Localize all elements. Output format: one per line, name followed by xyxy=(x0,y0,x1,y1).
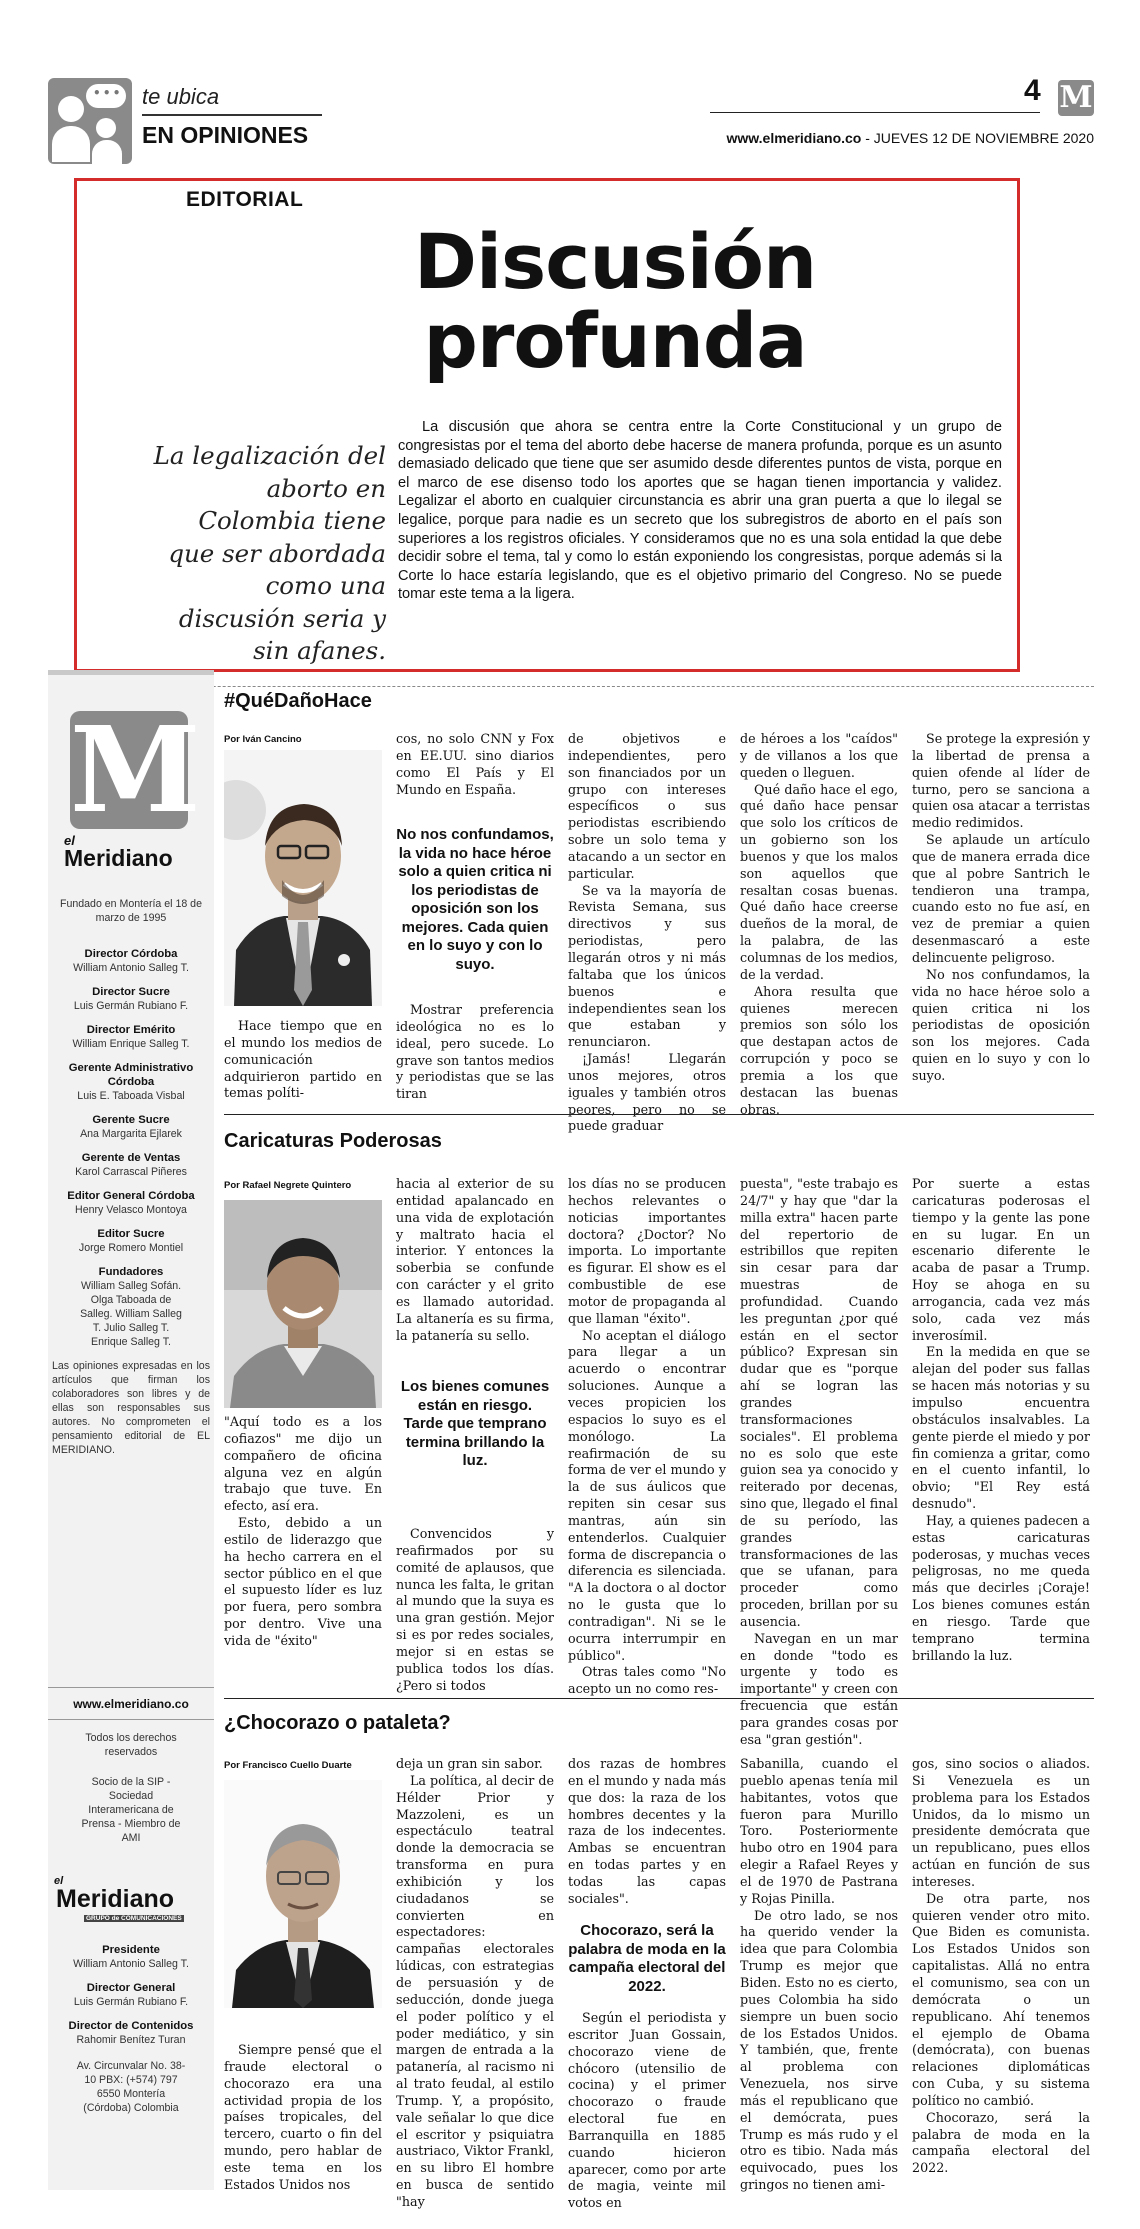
paragraph: Convencidos y reafirmados por su comité de aplausos, que nunca les falta, le gritan al mundo que la suya es una gran gestión. Mejor si es por redes sociales, mejor si en estas se publica todos los días. ¿Pero si todos xyxy=(396,1526,554,1693)
paragraph: Sabanilla, cuando el pueblo apenas tenía mil habitantes, votos que fueron para Murillo Toro. Posteriormente hubo otro en 1904 para elegir a Rafael Reyes y el de 1970 de Pastrana y Rojas Pinilla. xyxy=(740,1756,898,1906)
article2-col2a xyxy=(396,1176,554,1344)
site-url[interactable]: www.elmeridiano.co xyxy=(726,130,862,146)
paragraph: En la medida en que se alejan del poder sus fallas se hacen más notorias y su impulso encuentra obstáculos insalvables. La gente pierde el miedo y por fin comienza a gritar, como en el cuento infantil, lo obvio; "El Rey está desnudo". xyxy=(912,1344,1090,1512)
site-and-date xyxy=(690,130,1094,146)
staff-role: Director Emérito xyxy=(86,1024,176,1036)
staff-name: Jorge Romero Montiel xyxy=(78,1242,184,1254)
article2-col2b xyxy=(396,1526,554,1694)
staff-role: Gerente de Ventas xyxy=(81,1152,181,1164)
paragraph: No aceptan el diálogo para llegar a un acuerdo o encontrar soluciones. Aunque a veces propicien los espacios lo suyo es el monólogo. La reafirmación de su forma de ver el mundo y la de sus áulicos que repiten sin cesar sus mantras, aún sin entenderlos. Cualquier forma de discrepancia o diferencia es silenciada. "A la doctora o al doctor no le gusta que lo contradigan". Ni se le ocurra interrumpir en público". xyxy=(568,1327,726,1663)
paragraph: Esto, debido a un estilo de liderazgo que ha hecho carrera en el sector público en el que el supuesto líder es luz por fuera, pero sombra por dentro. Vive una vida de "éxito" xyxy=(224,1515,382,1648)
article3-pullquote: Chocorazo, será la palabra de moda en la campaña electoral del 2022. xyxy=(568,1922,726,1995)
article3-col2 xyxy=(396,1756,554,2211)
article2-col3 xyxy=(568,1176,726,1698)
header-divider xyxy=(142,114,322,116)
article3-col1 xyxy=(224,2042,382,2194)
staff-role: Gerente Administrativo Córdoba xyxy=(68,1062,194,1088)
sip-membership: Socio de la SIP - Sociedad Interamericana de Prensa - Miembro de AMI xyxy=(81,1776,181,1844)
article1-col2b xyxy=(396,1002,554,1103)
group-brand-name: Meridiano xyxy=(56,1885,175,1913)
article3-title: ¿Chocorazo o pataleta? xyxy=(224,1712,451,1734)
article1-col5 xyxy=(912,731,1090,1085)
paragraph: Qué daño hace el ego, qué daño hace pensar que solo los críticos de un gobierno son los buenos y que los malos son aquellos que resaltan cosas buenas. Qué daño hace creerse dueños de la moral, de la palabra, de las columnas de los medios, de la verdad. xyxy=(740,781,898,982)
staff-entry xyxy=(48,1227,214,1255)
page-rule xyxy=(710,112,1040,113)
article3-author-photo xyxy=(224,1780,382,2008)
paragraph: puesta", "este trabajo es 24/7" y hay que "dar la milla extra" hacen parte del repertorio de estribillos que repiten sin cesar para dar muestras de profundidad. Cuando les preguntan ¿por qué están en el sector público? Expresan sin dudar que es "porque ahí se logran las grandes transformaciones sociales". El problema no es solo que este guion sea ya conocido y reiterado por decenas, sino que, llegado el final de su período, las grandes transformaciones de las que se ufanan, para proceder como proceden, brillan por su ausencia. xyxy=(740,1176,898,1629)
paragraph: Hace tiempo que en el mundo los medios de comunicación adquirieron partido en temas políti- xyxy=(224,1018,382,1101)
paragraph: los días no se producen hechos relevantes o noticias importantes doctora? ¿Doctor? No importa. Lo importante es figurar. El show es el combustible de ese motor de propaganda al que llaman "éxito". xyxy=(568,1176,726,1326)
editorial-label: EDITORIAL xyxy=(186,188,304,211)
staff-name: Karol Carrascal Piñeres xyxy=(75,1166,187,1178)
staff-name: Luis Germán Rubiano F. xyxy=(73,1000,189,1012)
article3-col3a xyxy=(568,1756,726,1908)
paragraph: dos razas de hombres en el mundo y nada más que dos: la raza de los hombres decentes y la raza de los indecentes. Ambas se encuentran en todas partes y en todas las capas sociales". xyxy=(568,1756,726,1906)
article1-col1 xyxy=(224,1018,382,1102)
staff-entry xyxy=(48,1113,214,1141)
paragraph: cos, no solo CNN y Fox en EE.UU. sino diarios como El País y El Mundo en España. xyxy=(396,731,554,797)
article-divider xyxy=(224,1698,1094,1699)
staff-role: Director Córdoba xyxy=(84,948,178,960)
paragraph: Otras tales como "No acepto un no como res- xyxy=(568,1664,726,1697)
paragraph: de objetivos e independientes, pero son financiados por un grupo con intereses específicos o sus periodistas escribiendo sobre un solo tema y atacando a un sector en particular. xyxy=(568,731,726,881)
paragraph: Chocorazo, será la palabra de moda en la campaña electoral del 2022. xyxy=(912,2109,1090,2176)
staff-role: Director de Contenidos xyxy=(68,2020,194,2032)
article1-col2a xyxy=(396,731,554,798)
article1-author-photo xyxy=(224,750,382,1006)
article3-byline: Por Francisco Cuello Duarte xyxy=(224,1760,352,1771)
article2-author-photo xyxy=(224,1200,382,1408)
paragraph: Se aplaude un artículo que de manera errada dice que al pobre Santrich le tendieron una trampa, cuando esto no fue así, en vez de premiar a quien desenmascaró a este delincuente peligroso. xyxy=(912,832,1090,965)
group-brand-sub: GRUPO de COMUNICACIONES xyxy=(86,1915,182,1922)
staff-entry xyxy=(48,1023,214,1051)
article2-col1 xyxy=(224,1414,382,1650)
founded-note: Fundado en Montería el 18 de marzo de 1995 xyxy=(60,898,202,924)
section-prefix: te ubica xyxy=(142,84,220,109)
staff-name: Luis Germán Rubiano F. xyxy=(73,1996,189,2008)
paragraph: Hay, a quienes padecen a estas caricaturas poderosas, y muchas veces peligrosas, no me queda más que decirles ¡Coraje! Los bienes comunes están en riesgo. Tarde que temprano termina brillando la luz. xyxy=(912,1512,1090,1663)
staff-entry xyxy=(48,985,214,1013)
staff-entry xyxy=(48,1189,214,1217)
article-divider xyxy=(224,1114,1094,1115)
staff-entry xyxy=(48,1061,214,1103)
paragraph: Ahora resulta que quienes merecen premios son sólo los que destapan actos de corrupción y poco se premia a los que destacan las buenas obras. xyxy=(740,983,898,1117)
staff-entry xyxy=(48,1151,214,1179)
founders-entry xyxy=(48,1265,214,1349)
editorial-body: La discusión que ahora se centra entre la Corte Constitucional y un grupo de congresistas por el tema del aborto debe hacerse de manera profunda, porque es un asunto demasiado delicado que tiene que ser asumido desde diferentes puntos de vista, porque en el marco de ese disenso todo los aportes que se hagan tienen importancia y validez. Legalizar el aborto en cualquier circunstancia es abrir una gran puerta a que lo ilegal se legalice, porque para nadie es un secreto que los subregistros de aborto en el país son superiores a los registros oficiales. Y consideramos que no es una sola entidad la que debe decidir sobre el tema, tal y como lo están exponiendo los congresistas, porque además si la Corte lo hace estaría legislando, que es el objetivo primario del Congreso. No se puede tomar este tema a la ligera. xyxy=(398,419,1002,603)
paragraph: Se va la mayoría de Revista Semana, sus directivos y sus periodistas, pero llegarán otros y ni más faltaba que los únicos buenos e independientes sean los que estaban y renunciaron. xyxy=(568,882,726,1050)
article2-pullquote: Los bienes comunes están en riesgo. Tarde que temprano termina brillando la luz. xyxy=(400,1378,550,1469)
staff-role: Presidente xyxy=(102,1944,160,1956)
opinion-section-logo xyxy=(48,78,132,164)
paragraph: No nos confundamos, la vida no hace héroe solo a quien critica ni los periodistas de oposición son los mejores. Cada quien en lo suyo y con lo suyo. xyxy=(912,966,1090,1083)
article2-title: Caricaturas Poderosas xyxy=(224,1130,442,1152)
paragraph: De otra parte, nos quieren vender otro mito. Que Biden es comunista. Los Estados Unidos son capitalistas. Allá no entra el comunismo, sea con un demócrata o un republicano. Ahí tenemos el ejemplo de Obama (demócrata), con buenas relaciones diplomáticas con Cuba, y su sistema político no cambió. xyxy=(912,1890,1090,2108)
opinion-disclaimer: Las opiniones expresadas en los artículos que firman los colaboradores son libres y de ellas son responsables sus autores. No comprometen el pensamiento editorial de EL MERIDIANO. xyxy=(52,1360,210,1456)
article3-col3b xyxy=(568,2010,726,2212)
paragraph: "Aquí todo es a los cofiazos" me dijo un compañero de oficina alguna vez en algún trabajo que tuve. En efecto, así era. xyxy=(224,1414,382,1514)
group-brand-el: el xyxy=(54,1875,64,1887)
sidebar-divider xyxy=(48,1687,214,1688)
paragraph: de héroes a los "caídos" y de villanos a los que queden o lleguen. xyxy=(740,731,898,780)
article2-byline: Por Rafael Negrete Quintero xyxy=(224,1180,352,1191)
article3-col5 xyxy=(912,1756,1090,2177)
staff-list xyxy=(48,947,214,1457)
sidebar-site-url[interactable]: www.elmeridiano.co xyxy=(73,1697,189,1711)
staff-role: Director General xyxy=(86,1982,176,1994)
section-title: EN OPINIONES xyxy=(142,122,309,148)
editorial-pullquote: La legalización del aborto en Colombia tiene que ser abordada como una discusión seria y sin afanes. xyxy=(153,441,386,665)
paragraph: Siempre pensé que el fraude electoral o chocorazo era una actividad propia de los países tropicales, del tercero, cuarto o fin del mundo, pero hablar de este tema en los Estados Unidos nos xyxy=(224,2042,382,2192)
staff-entry xyxy=(48,2019,214,2047)
staff-name: William Antonio Salleg T. xyxy=(73,962,189,974)
article1-pullquote: No nos confundamos, la vida no hace héroe solo a quien critica ni los periodistas de oposición son los mejores. Cada quien en lo suyo y con lo suyo. xyxy=(396,826,554,973)
staff-entry xyxy=(48,1981,214,2009)
article3-col4 xyxy=(740,1756,898,2194)
paragraph: Por suerte a estas caricaturas poderosas el tiempo y la gente las pone en su lugar. En un escenario diferente le acaba de pasar a Trump. Hoy se ahoga en su arrogancia, cada vez más solo, cada vez más inverosímil. xyxy=(912,1176,1090,1343)
staff-name: Ana Margarita Ejlarek xyxy=(80,1128,182,1140)
staff-role: Editor Sucre xyxy=(97,1228,165,1240)
article1-title: #QuéDañoHace xyxy=(224,690,372,712)
staff-name: William Enrique Salleg T. xyxy=(72,1038,190,1050)
paragraph: Mostrar preferencia ideológica no es lo ideal, pero sucede. Lo grave son tantos medios y periodistas que se las tiran xyxy=(396,1002,554,1102)
paragraph: Se protege la expresión y la libertad de prensa a quien ofende al líder de turno, pero se sanciona a quien osa atacar a terristas medio redimidos. xyxy=(912,731,1090,831)
article2-col4 xyxy=(740,1176,898,1749)
paragraph: Según el periodista y escritor Juan Gossain, chocorazo viene de chócoro (utensilio de cocina) y el primer chocorazo o fraude electoral fue en Barranquilla en 1885 cuando hicieron aparecer, como por arte de magia, veinte mil votos en xyxy=(568,2010,726,2211)
brand-el: el xyxy=(64,833,75,848)
staff-name: Henry Velasco Montoya xyxy=(75,1204,187,1216)
paragraph: gos, sino socios o aliados. Si Venezuela es un problema para los Estados Unidos, da lo mismo un presidente demócrata que un republicano, pues ellos actúan en función de sus intereses. xyxy=(912,1756,1090,1889)
group-staff-list xyxy=(48,1943,214,2115)
office-address: Av. Circunvalar No. 38-10 PBX: (+574) 797 6550 Montería (Córdoba) Colombia xyxy=(76,2060,186,2114)
paragraph: ¡Jamás! Llegarán unos mejores, otros iguales y también otros peores, pero no se puede graduar xyxy=(568,1051,726,1134)
brand-name: Meridiano xyxy=(64,845,173,871)
article1-col3 xyxy=(568,731,726,1135)
paragraph: La política, al decir de Hélder Prior y Mazzoleni, es un espectáculo teatral donde la democracia se transforma en pura exhibición y los ciudadanos se convierten en espectadores: campañas electorales lúdicas, con estrategias de persuasión y de seducción, donde juega el poder político y el poder mediático, y sin margen de entrada a la patanería, al racismo ni al trato feudal, al estilo Trump. Y, a propósito, vale señalar lo que dice el escritor y psiquiatra austriaco, Viktor Frankl, en su libro El hombre en busca de sentido "hay xyxy=(396,1772,554,2209)
paragraph: deja un gran sin sabor. xyxy=(396,1756,543,1771)
paragraph: Navegan en un mar en donde "todo es urgente y todo es importante" y creen con frecuencia que están para grandes cosas por esa "gran gestión". xyxy=(740,1630,898,1747)
staff-entry xyxy=(48,947,214,975)
staff-role: Gerente Sucre xyxy=(92,1114,170,1126)
staff-name: Luis E. Taboada Visbal xyxy=(77,1090,185,1102)
founders-names: William Salleg Sofán. Olga Taboada de Salleg. William Salleg T. Julio Salleg T. Enrique Salleg T. xyxy=(80,1280,182,1348)
sidebar-divider xyxy=(48,1719,214,1720)
paragraph: De otro lado, se nos ha querido vender la idea que para Colombia Trump es mejor que Biden. Esto no es cierto, pues Colombia ha sido siempre un buen socio de los Estados Unidos. Y también, que, frente al problema con Venezuela, nos sirve más el republicano que el demócrata, pues Trump es más rudo y el otro es tibio. Nada más equivocado, pues los gringos no tienen ami- xyxy=(740,1907,898,2193)
staff-name: William Antonio Salleg T. xyxy=(73,1958,189,1970)
rights-note: Todos los derechos reservados xyxy=(85,1732,177,1758)
staff-name: Rahomir Benítez Turan xyxy=(76,2034,186,2046)
staff-role: Editor General Córdoba xyxy=(67,1190,195,1202)
meridiano-logo-icon: M xyxy=(70,700,201,839)
issue-date: - JUEVES 12 DE NOVIEMBRE 2020 xyxy=(861,130,1094,146)
masthead-sidebar xyxy=(48,670,214,2190)
paragraph: hacia al exterior de su entidad apalancado en una vida de explotación y maltrato hacia el interior. Y entonces la soberbia se confunde con carácter y el grito es llamado autoridad. La altanería es su firma, la patanería su sello. xyxy=(396,1176,554,1343)
staff-role: Director Sucre xyxy=(92,986,170,998)
page-number: 4 xyxy=(1024,74,1041,107)
editorial-headline: Discusión profunda xyxy=(413,217,817,385)
newspaper-logo-icon: M xyxy=(1059,80,1093,115)
article1-byline: Por Iván Cancino xyxy=(224,734,302,745)
article1-col4 xyxy=(740,731,898,1118)
staff-entry xyxy=(48,1943,214,1971)
founders-label: Fundadores xyxy=(98,1266,164,1278)
article2-col5 xyxy=(912,1176,1090,1664)
